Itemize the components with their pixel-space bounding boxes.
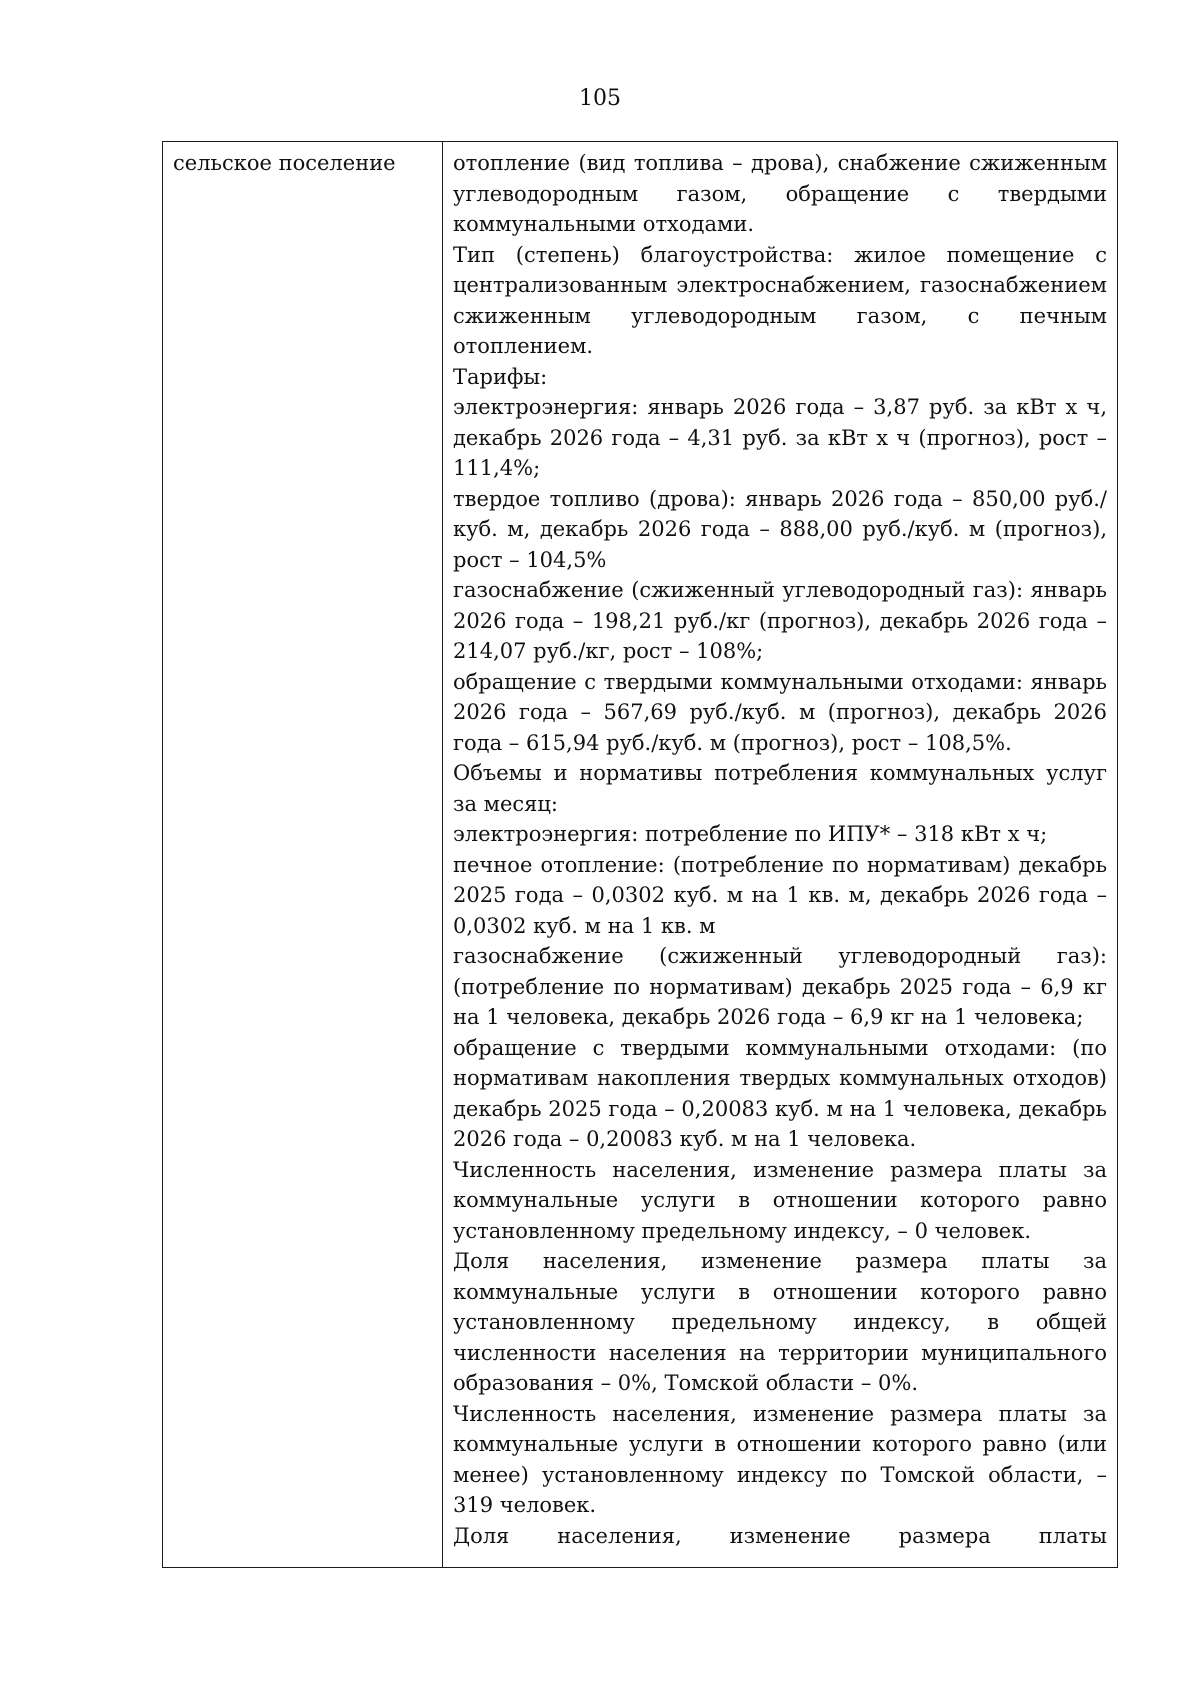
paragraph-volume-electricity: электроэнергия: потребление по ИПУ* – 318 кВт х ч;: [453, 822, 1048, 846]
paragraph-improvement-type: Тип (степень) благоустройства: жилое помещение с централизованным электроснабжением, газоснабжением сжиженным углеводородным газом, с печным отоплением.: [453, 242, 1107, 358]
paragraph-population-count-limit: Численность населения, изменение размера платы за коммунальные услуги в отношении которого равно установленному предельному индексу, – 0 человек.: [453, 1157, 1107, 1243]
paragraph-tariff-electricity: электроэнергия: январь 2026 года – 3,87 руб. за кВт х ч, декабрь 2026 года – 4,31 руб. за кВт х ч (прогноз), рост – 111,4%;: [453, 395, 1107, 480]
page-number: 105: [579, 86, 621, 111]
paragraph-tariff-waste: обращение с твердыми коммунальными отходами: январь 2026 года – 567,69 руб./куб. м (прогноз), декабрь 2026 года – 615,94 руб./куб. м (прогноз), рост – 108,5%.: [453, 669, 1107, 755]
paragraph-tariffs-heading: Тарифы:: [453, 364, 548, 389]
paragraph-population-share-limit: Доля населения, изменение размера платы за коммунальные услуги в отношении которого равно установленному предельному индексу, в общей численности населения на территории муниципального образования – 0%, Томской области – 0%.: [453, 1249, 1107, 1395]
table-cell-description: [443, 142, 1117, 1567]
municipality-type-text: сельское поселение: [173, 151, 396, 175]
paragraph-volume-gas: газоснабжение (сжиженный углеводородный газ): (потребление по нормативам) декабрь 2025 года – 6,9 кг на 1 человека, декабрь 2026 года – 6,9 кг на 1 человека;: [453, 944, 1107, 1029]
document-table: [162, 141, 1118, 1568]
paragraph-volume-heating: печное отопление: (потребление по нормативам) декабрь 2025 года – 0,0302 куб. м на 1 кв. м, декабрь 2026 года – 0,0302 куб. м на 1 кв. м: [453, 852, 1107, 938]
paragraph-tariff-firewood: твердое топливо (дрова): январь 2026 года – 850,00 руб./куб. м, декабрь 2026 года – 888,00 руб./куб. м (прогноз), рост – 104,5%: [453, 486, 1107, 572]
paragraph-population-count-index: Численность населения, изменение размера платы за коммунальные услуги в отношении которого равно (или менее) установленному индексу по Томской области, – 319 человек.: [453, 1401, 1107, 1517]
paragraph-population-share-index: Доля населения, изменение размера платы: [453, 1523, 1107, 1548]
paragraph-tariff-gas: газоснабжение (сжиженный углеводородный газ): январь 2026 года – 198,21 руб./кг (прогноз), декабрь 2026 года – 214,07 руб./кг, рост – 108%;: [453, 578, 1107, 663]
table-cell-municipality: [163, 142, 443, 1567]
paragraph-volume-waste: обращение с твердыми коммунальными отходами: (по нормативам накопления твердых коммунальных отходов) декабрь 2025 года – 0,20083 куб. м на 1 человека, декабрь 2026 года – 0,20083 куб. м на 1 человека.: [453, 1035, 1107, 1151]
paragraph-volumes-heading: Объемы и нормативы потребления коммунальных услуг за месяц:: [453, 761, 1107, 816]
paragraph-heating-supply: отопление (вид топлива – дрова), снабжение сжиженным углеводородным газом, обращение с твердыми коммунальными отходами.: [453, 151, 1107, 236]
